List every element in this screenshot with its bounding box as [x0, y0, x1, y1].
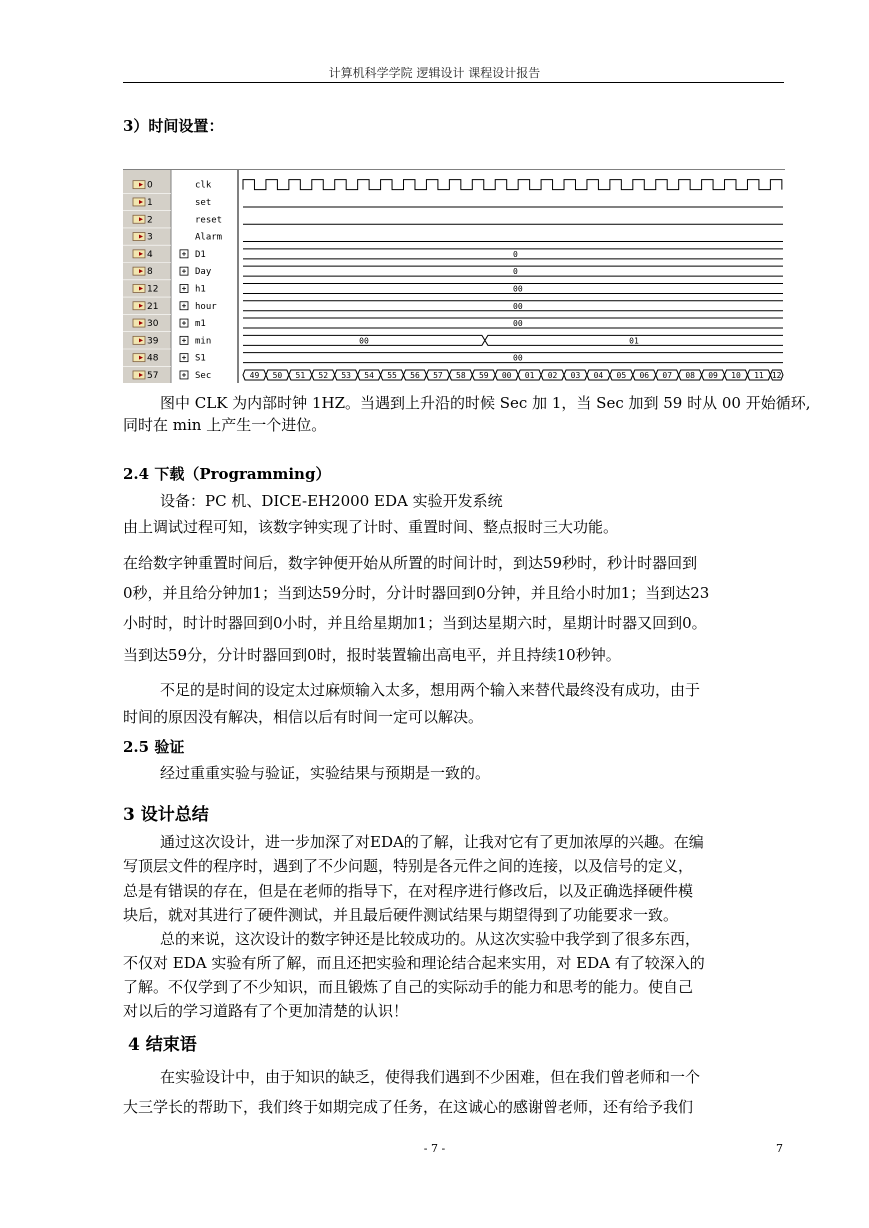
bus-value: 0 [513, 267, 518, 277]
node-index: 4 [147, 249, 153, 260]
paragraph: 总的来说，这次设计的数字钟还是比较成功的。从这次实验中我学到了很多东西， [160, 930, 701, 948]
paragraph: 不足的是时间的设定太过麻烦输入太多，想用两个输入来替代最终没有成功，由于 [160, 681, 701, 699]
paragraph: 通过这次设计，进一步加深了对EDA的了解，让我对它有了更加浓厚的兴趣。在编 [160, 833, 704, 851]
sec-value: 02 [547, 370, 558, 380]
waveform-figure [123, 169, 785, 383]
sec-value: 11 [754, 370, 764, 380]
node-index: 30 [147, 319, 159, 330]
signal-name: hour [195, 301, 217, 312]
paragraph: 总是有错误的存在，但是在老师的指导下，在对程序进行修改后，以及正确选择硬件模 [123, 882, 694, 900]
sec-value: 08 [685, 370, 695, 380]
paragraph: 在实验设计中，由于知识的缺乏，使得我们遇到不少困难，但在我们曾老师和一个 [160, 1068, 701, 1086]
signal-name: clk [195, 180, 212, 191]
bus-value: 00 [513, 284, 523, 294]
paragraph: 小时时，时计时器回到0小时，并且给星期加1；当到达星期六时，星期计时器又回到0。 [123, 614, 707, 632]
signal-name: reset [195, 215, 223, 226]
page-header-title: 计算机科学学院 逻辑设计 课程设计报告 [328, 66, 541, 80]
paragraph: 了解。不仅学到了不少知识，而且锻炼了自己的实际动手的能力和思考的能力。使自己 [123, 978, 694, 996]
paragraph: 0秒，并且给分钟加1；当到达59分时，分计时器回到0分钟，并且给小时加1；当到达23 [123, 584, 710, 602]
sec-value: 00 [501, 370, 512, 380]
sec-value: 55 [387, 370, 397, 380]
signal-name: S1 [195, 353, 206, 364]
paragraph: 写顶层文件的程序时，遇到了不少问题，特别是各元件之间的连接，以及信号的定义， [123, 857, 694, 875]
bus-value: 00 [513, 301, 523, 311]
node-index: 3 [147, 232, 153, 243]
signal-name: min [195, 336, 212, 347]
node-index: 0 [147, 180, 153, 191]
paragraph: 大三学长的帮助下，我们终于如期完成了任务，在这诚心的感谢曾老师，还有给予我们 [123, 1098, 694, 1116]
sec-value: 54 [364, 370, 374, 380]
section-4-heading: 4 结束语 [128, 1035, 197, 1055]
sec-value: 03 [570, 370, 581, 380]
bus-value: 0 [513, 249, 518, 259]
signal-name: Day [195, 267, 212, 278]
bus-value: 00 [513, 319, 523, 329]
page-number-center: - 7 - [423, 1142, 446, 1155]
paragraph: 由上调试过程可知，该数字钟实现了计时、重置时间、整点报时三大功能。 [123, 518, 619, 536]
section-time-heading: 3）时间设置： [123, 117, 224, 135]
sec-value: 52 [318, 370, 329, 380]
paragraph: 当到达59分，分计时器回到0时，报时装置输出高电平，并且持续10秒钟。 [123, 646, 621, 664]
signal-name: D1 [195, 249, 206, 260]
sec-value: 56 [410, 370, 420, 380]
figure-caption-line-1: 图中 CLK 为内部时钟 1HZ。当遇到上升沿的时候 Sec 加 1，当 Sec 加到 59 时从 00 开始循环, [160, 394, 811, 412]
page-number-right: 7 [776, 1142, 783, 1155]
sec-value: 50 [272, 370, 283, 380]
sec-value: 10 [731, 370, 741, 380]
sec-value: 51 [295, 370, 306, 380]
node-index: 2 [147, 215, 153, 226]
node-index: 8 [147, 267, 153, 278]
sec-value: 04 [593, 370, 604, 380]
node-index: 57 [147, 370, 159, 381]
sec-value: 58 [456, 370, 466, 380]
signal-name: Sec [195, 370, 212, 381]
sec-value: 07 [662, 370, 673, 380]
bus-value: 01 [629, 336, 639, 346]
sec-value: 49 [249, 370, 260, 380]
signal-name: set [195, 197, 212, 208]
sec-value: 01 [524, 370, 535, 380]
node-index: 48 [147, 353, 159, 364]
sec-value: 06 [639, 370, 650, 380]
paragraph: 经过重重实验与验证，实验结果与预期是一致的。 [160, 764, 491, 782]
sec-value: 09 [708, 370, 718, 380]
device-line: 设备：PC 机、DICE-EH2000 EDA 实验开发系统 [160, 492, 503, 510]
paragraph: 不仅对 EDA 实验有所了解，而且还把实验和理论结合起来实用，对 EDA 有了较深入的 [123, 954, 705, 972]
section-3-heading: 3 设计总结 [123, 805, 209, 825]
sec-value: 53 [341, 370, 352, 380]
bus-value: 00 [359, 336, 369, 346]
section-2-5-heading: 2.5 验证 [123, 738, 185, 756]
node-index: 21 [147, 301, 159, 312]
signal-name: Alarm [195, 232, 223, 243]
signal-name: m1 [195, 319, 206, 330]
figure-caption-line-2: 同时在 min 上产生一个进位。 [123, 416, 327, 434]
section-2-4-heading: 2.4 下载（Programming） [123, 465, 331, 483]
bus-value: 00 [513, 353, 523, 363]
node-index: 12 [147, 284, 159, 295]
paragraph: 块后，就对其进行了硬件测试，并且最后硬件测试结果与期望得到了功能要求一致。 [123, 906, 679, 924]
sec-value: 59 [478, 370, 489, 380]
sec-value: 12 [771, 370, 782, 380]
header-divider [123, 82, 784, 83]
paragraph: 时间的原因没有解决，相信以后有时间一定可以解决。 [123, 708, 484, 726]
sec-value: 05 [616, 370, 627, 380]
paragraph: 对以后的学习道路有了个更加清楚的认识！ [123, 1002, 409, 1020]
node-index: 39 [147, 336, 159, 347]
sec-value: 57 [433, 370, 443, 380]
paragraph: 在给数字钟重置时间后，数字钟便开始从所置的时间计时，到达59秒时，秒计时器回到 [123, 554, 698, 572]
node-index: 1 [147, 197, 153, 208]
signal-name: h1 [195, 284, 206, 295]
